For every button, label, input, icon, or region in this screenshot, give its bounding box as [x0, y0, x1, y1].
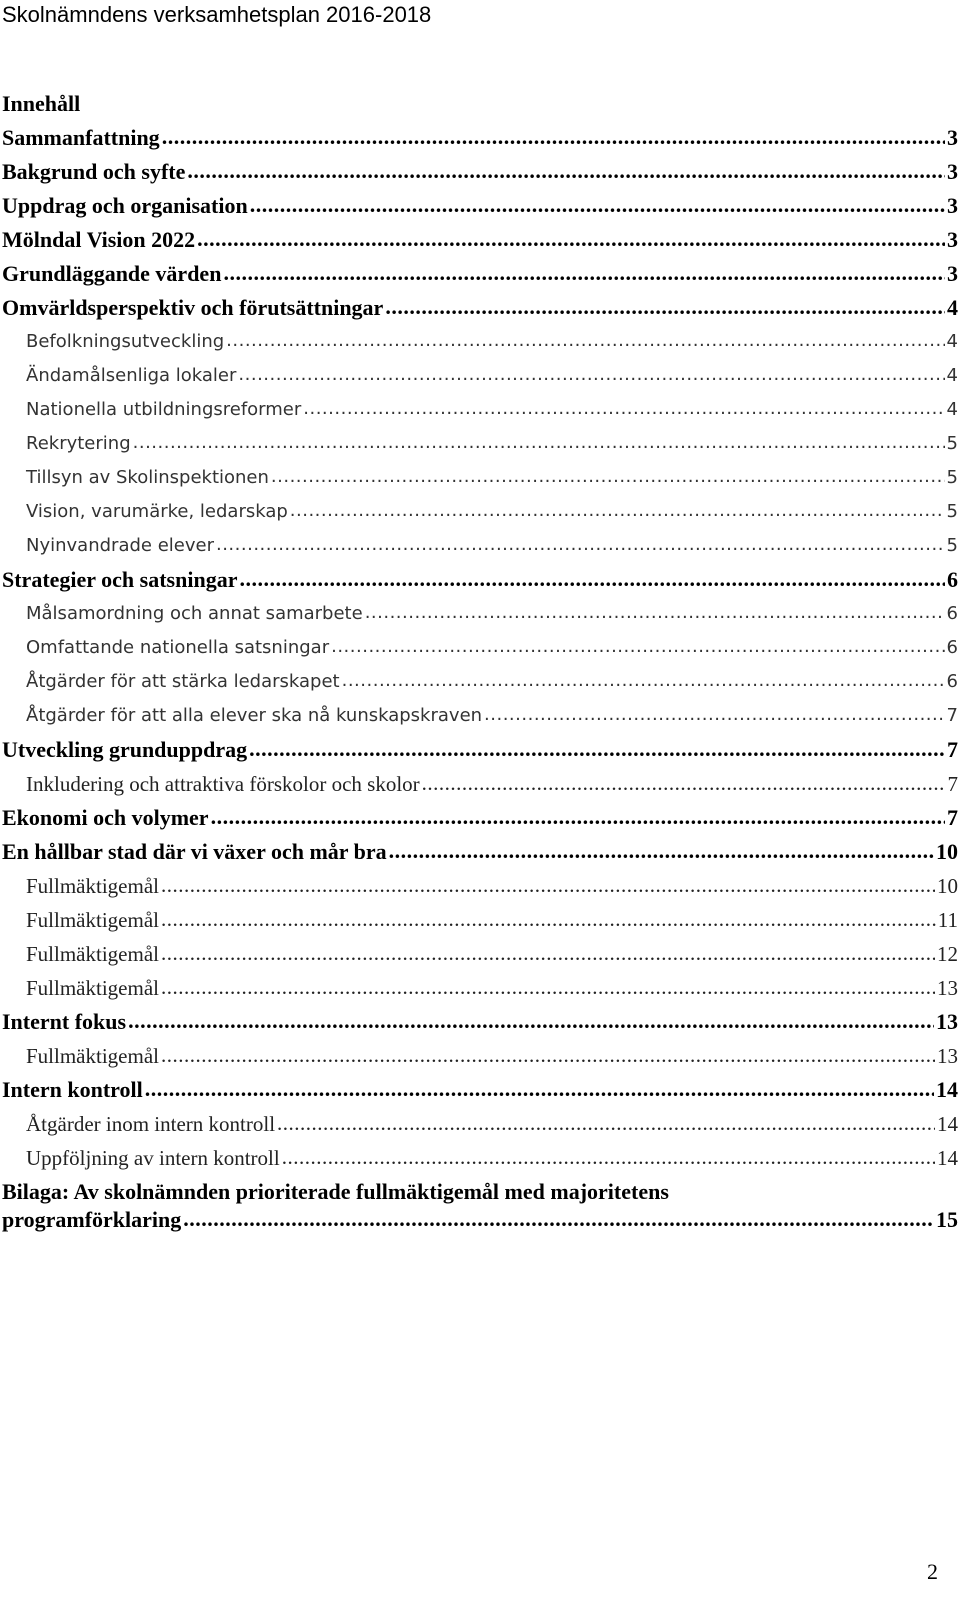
dot-leader: [211, 803, 945, 831]
toc-entry-label: Mölndal Vision 2022: [2, 227, 196, 252]
toc-entry-label: Åtgärder för att stärka ledarskapet: [26, 671, 340, 692]
toc-entry-label: Ekonomi och volymer: [2, 805, 209, 830]
toc-entry[interactable]: [2, 668, 958, 702]
toc-entry[interactable]: [2, 804, 958, 838]
toc-entry-label: Fullmäktigemål: [26, 976, 159, 1000]
toc-entry[interactable]: [2, 1042, 958, 1076]
dot-leader: [145, 1075, 934, 1103]
toc-entry[interactable]: [2, 328, 958, 362]
dot-leader: [389, 837, 934, 865]
toc-entry-label: Strategier och satsningar: [2, 567, 238, 592]
toc-entry[interactable]: [2, 430, 958, 464]
toc-entry[interactable]: [2, 940, 958, 974]
toc-entry-page: 5: [946, 433, 958, 454]
toc-entry-page: 4: [946, 365, 958, 386]
toc-entry[interactable]: [2, 872, 958, 906]
toc-entry-label: Fullmäktigemål: [26, 874, 159, 898]
dot-leader: [277, 1109, 935, 1137]
toc-entry-page: 4: [946, 331, 958, 352]
toc-entry-label: Åtgärder inom intern kontroll: [26, 1112, 276, 1136]
dot-leader: [162, 123, 945, 151]
toc-entry-label: Inkludering och attraktiva förskolor och skolor: [26, 772, 420, 796]
dot-leader: [183, 1205, 934, 1233]
toc-entry-label: Sammanfattning: [2, 125, 160, 150]
toc-entry-page: 5: [946, 467, 958, 488]
dot-leader: [226, 327, 944, 355]
toc-entry-page: 7: [947, 805, 958, 830]
toc-entry-page: 15: [936, 1207, 958, 1232]
toc-entry[interactable]: [2, 566, 958, 600]
toc-entry[interactable]: [2, 1076, 958, 1110]
toc-entry-page: 6: [947, 567, 958, 592]
toc-entry-label: En hållbar stad där vi växer och mår bra: [2, 839, 387, 864]
toc-entry-page: 3: [947, 125, 958, 150]
toc-entry-label: Fullmäktigemål: [26, 942, 159, 966]
toc-entry[interactable]: [2, 906, 958, 940]
toc-entry-page: 12: [937, 942, 958, 966]
table-of-contents: [2, 90, 958, 1234]
toc-entry[interactable]: [2, 1110, 958, 1144]
toc-entry-label-line2: programförklaring: [2, 1207, 182, 1232]
toc-entry[interactable]: [2, 294, 958, 328]
toc-entry-page: 3: [947, 227, 958, 252]
toc-entry-label-line1: Bilaga: Av skolnämnden prioriterade fullmäktigemål med majoritetens: [2, 1179, 669, 1204]
dot-leader: [250, 191, 945, 219]
toc-entry-page: 10: [937, 874, 958, 898]
toc-entry-label: Nationella utbildningsreformer: [26, 399, 302, 420]
toc-entry-label: Rekrytering: [26, 433, 131, 454]
toc-entry[interactable]: [2, 192, 958, 226]
toc-entry-page: 7: [947, 737, 958, 762]
dot-leader: [484, 701, 945, 729]
toc-entry-page: 13: [936, 1009, 958, 1034]
toc-entry[interactable]: [2, 226, 958, 260]
toc-entry[interactable]: [2, 600, 958, 634]
toc-entry-page: 3: [947, 159, 958, 184]
toc-entry-page: 7: [946, 705, 958, 726]
toc-entry-label: Tillsyn av Skolinspektionen: [26, 467, 269, 488]
toc-entry-label: Fullmäktigemål: [26, 1044, 159, 1068]
toc-entry-page: 14: [937, 1112, 958, 1136]
toc-entry-label: Omfattande nationella satsningar: [26, 637, 330, 658]
toc-entry[interactable]: [2, 124, 958, 158]
toc-entry[interactable]: [2, 838, 958, 872]
dot-leader: [161, 871, 935, 899]
dot-leader: [342, 667, 945, 695]
dot-leader: [238, 361, 944, 389]
dot-leader: [161, 905, 936, 933]
toc-entry-label: Ändamålsenliga lokaler: [26, 365, 237, 386]
toc-entry-label: Åtgärder för att alla elever ska nå kunskapskraven: [26, 705, 483, 726]
dot-leader: [282, 1143, 935, 1171]
toc-entry-label: Uppdrag och organisation: [2, 193, 248, 218]
toc-entry-page: 6: [946, 637, 958, 658]
dot-leader: [239, 565, 945, 593]
toc-entry-bilaga[interactable]: [2, 1178, 958, 1234]
dot-leader: [128, 1007, 934, 1035]
toc-entry-page: 4: [947, 295, 958, 320]
toc-entry-label: Grundläggande värden: [2, 261, 222, 286]
toc-entry-label: Målsamordning och annat samarbete: [26, 603, 363, 624]
toc-entry[interactable]: [2, 770, 958, 804]
toc-entry[interactable]: [2, 498, 958, 532]
toc-entry[interactable]: [2, 396, 958, 430]
toc-entry-label: Nyinvandrade elever: [26, 535, 214, 556]
dot-leader: [161, 1041, 935, 1069]
toc-entry[interactable]: [2, 702, 958, 736]
toc-entry[interactable]: [2, 1144, 958, 1178]
toc-entry[interactable]: [2, 1008, 958, 1042]
toc-entry-label: Intern kontroll: [2, 1077, 143, 1102]
toc-entry-page: 5: [946, 535, 958, 556]
dot-leader: [290, 497, 945, 525]
toc-entry-page: 10: [936, 839, 958, 864]
dot-leader: [365, 599, 945, 627]
toc-entries: [2, 124, 958, 1178]
dot-leader: [385, 293, 945, 321]
toc-entry-label: Utveckling grunduppdrag: [2, 737, 248, 762]
toc-entry[interactable]: [2, 362, 958, 396]
toc-entry[interactable]: [2, 260, 958, 294]
dot-leader: [187, 157, 945, 185]
toc-entry[interactable]: [2, 464, 958, 498]
toc-entry-page: 4: [946, 399, 958, 420]
toc-entry-label: Omvärldsperspektiv och förutsättningar: [2, 295, 384, 320]
toc-heading: Innehåll: [2, 91, 81, 116]
toc-entry-label: Befolkningsutveckling: [26, 331, 225, 352]
toc-entry[interactable]: [2, 974, 958, 1008]
toc-entry-page: 11: [937, 908, 958, 932]
toc-entry-page: 13: [937, 976, 958, 1000]
dot-leader: [216, 531, 945, 559]
toc-entry-page: 13: [937, 1044, 958, 1068]
dot-leader: [133, 429, 945, 457]
toc-entry-page: 7: [947, 772, 958, 796]
running-header: Skolnämndens verksamhetsplan 2016-2018: [2, 2, 432, 27]
toc-entry-page: 3: [947, 193, 958, 218]
dot-leader: [271, 463, 945, 491]
dot-leader: [303, 395, 944, 423]
toc-entry[interactable]: [2, 158, 958, 192]
toc-entry-label: Bakgrund och syfte: [2, 159, 186, 184]
page-number: 2: [927, 1559, 938, 1584]
dot-leader: [422, 769, 946, 797]
toc-entry-label: Internt fokus: [2, 1009, 127, 1034]
dot-leader: [161, 939, 935, 967]
toc-entry[interactable]: [2, 532, 958, 566]
toc-entry-page: 6: [946, 671, 958, 692]
toc-entry-page: 5: [946, 501, 958, 522]
dot-leader: [249, 735, 945, 763]
dot-leader: [331, 633, 944, 661]
dot-leader: [197, 225, 945, 253]
toc-entry-label: Vision, varumärke, ledarskap: [26, 501, 288, 522]
toc-entry-page: 14: [936, 1077, 958, 1102]
toc-entry-page: 6: [946, 603, 958, 624]
toc-entry-page: 3: [947, 261, 958, 286]
toc-entry-label: Fullmäktigemål: [26, 908, 159, 932]
toc-entry[interactable]: [2, 634, 958, 668]
toc-entry-page: 14: [937, 1146, 958, 1170]
toc-entry-label: Uppföljning av intern kontroll: [26, 1146, 280, 1170]
dot-leader: [223, 259, 945, 287]
dot-leader: [161, 973, 935, 1001]
toc-entry[interactable]: [2, 736, 958, 770]
